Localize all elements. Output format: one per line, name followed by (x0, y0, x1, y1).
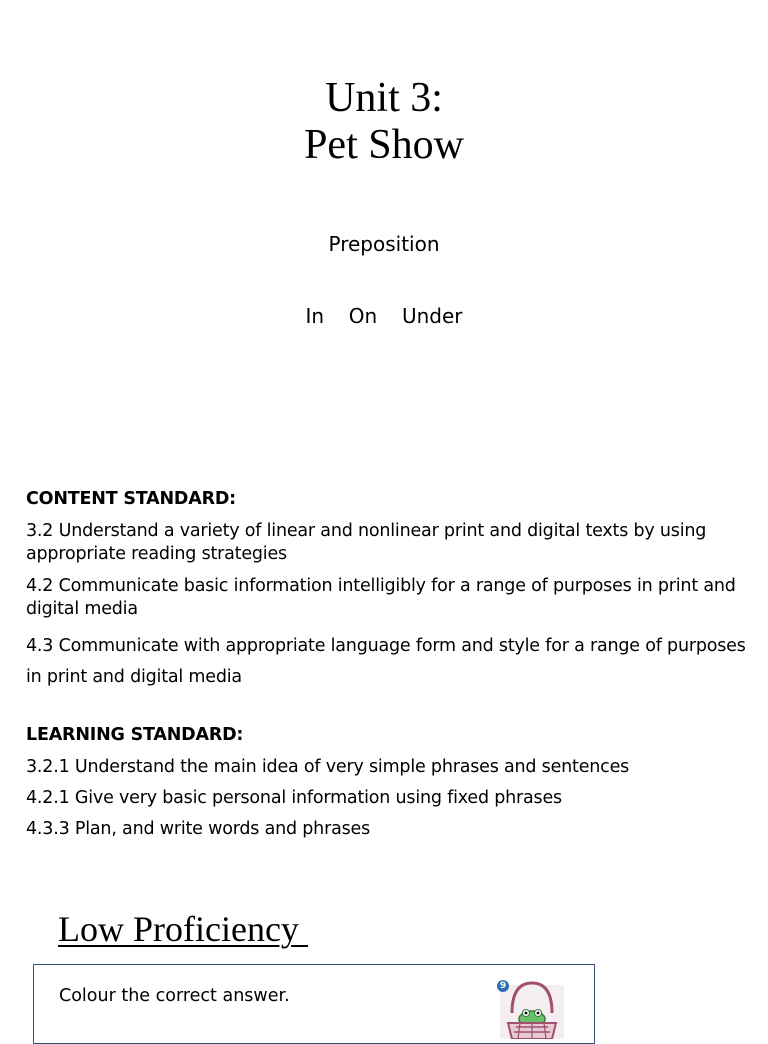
prepositions-list: In On Under (305, 304, 463, 328)
picture-number-badge: 9 (499, 981, 507, 991)
frog-in-basket-picture (494, 979, 570, 1039)
title-line-1: Unit 3: (325, 75, 443, 121)
topic-label: Preposition (328, 232, 440, 256)
learning-standard-item: 4.3.3 Plan, and write words and phrases (26, 819, 370, 839)
content-standard-item: 4.2 Communicate basic information intelligibly for a range of purposes in print and digital media (26, 576, 736, 619)
content-standard-item: 4.3 Communicate with appropriate language form and style for a range of purposes in print and digital media (26, 636, 746, 687)
content-standard-heading: CONTENT STANDARD: (26, 489, 236, 509)
section-title: Low Proficiency (58, 909, 308, 949)
learning-standard-item: 3.2.1 Understand the main idea of very simple phrases and sentences (26, 757, 630, 777)
worksheet-box (33, 964, 595, 1044)
worksheet-instruction: Colour the correct answer. (59, 986, 290, 1006)
learning-standard-item: 4.2.1 Give very basic personal information using fixed phrases (26, 788, 562, 808)
content-standard-item: 3.2 Understand a variety of linear and nonlinear print and digital texts by using appropriate reading strategies (26, 521, 707, 564)
learning-standard-heading: LEARNING STANDARD: (26, 725, 244, 745)
title-line-2: Pet Show (304, 122, 464, 168)
